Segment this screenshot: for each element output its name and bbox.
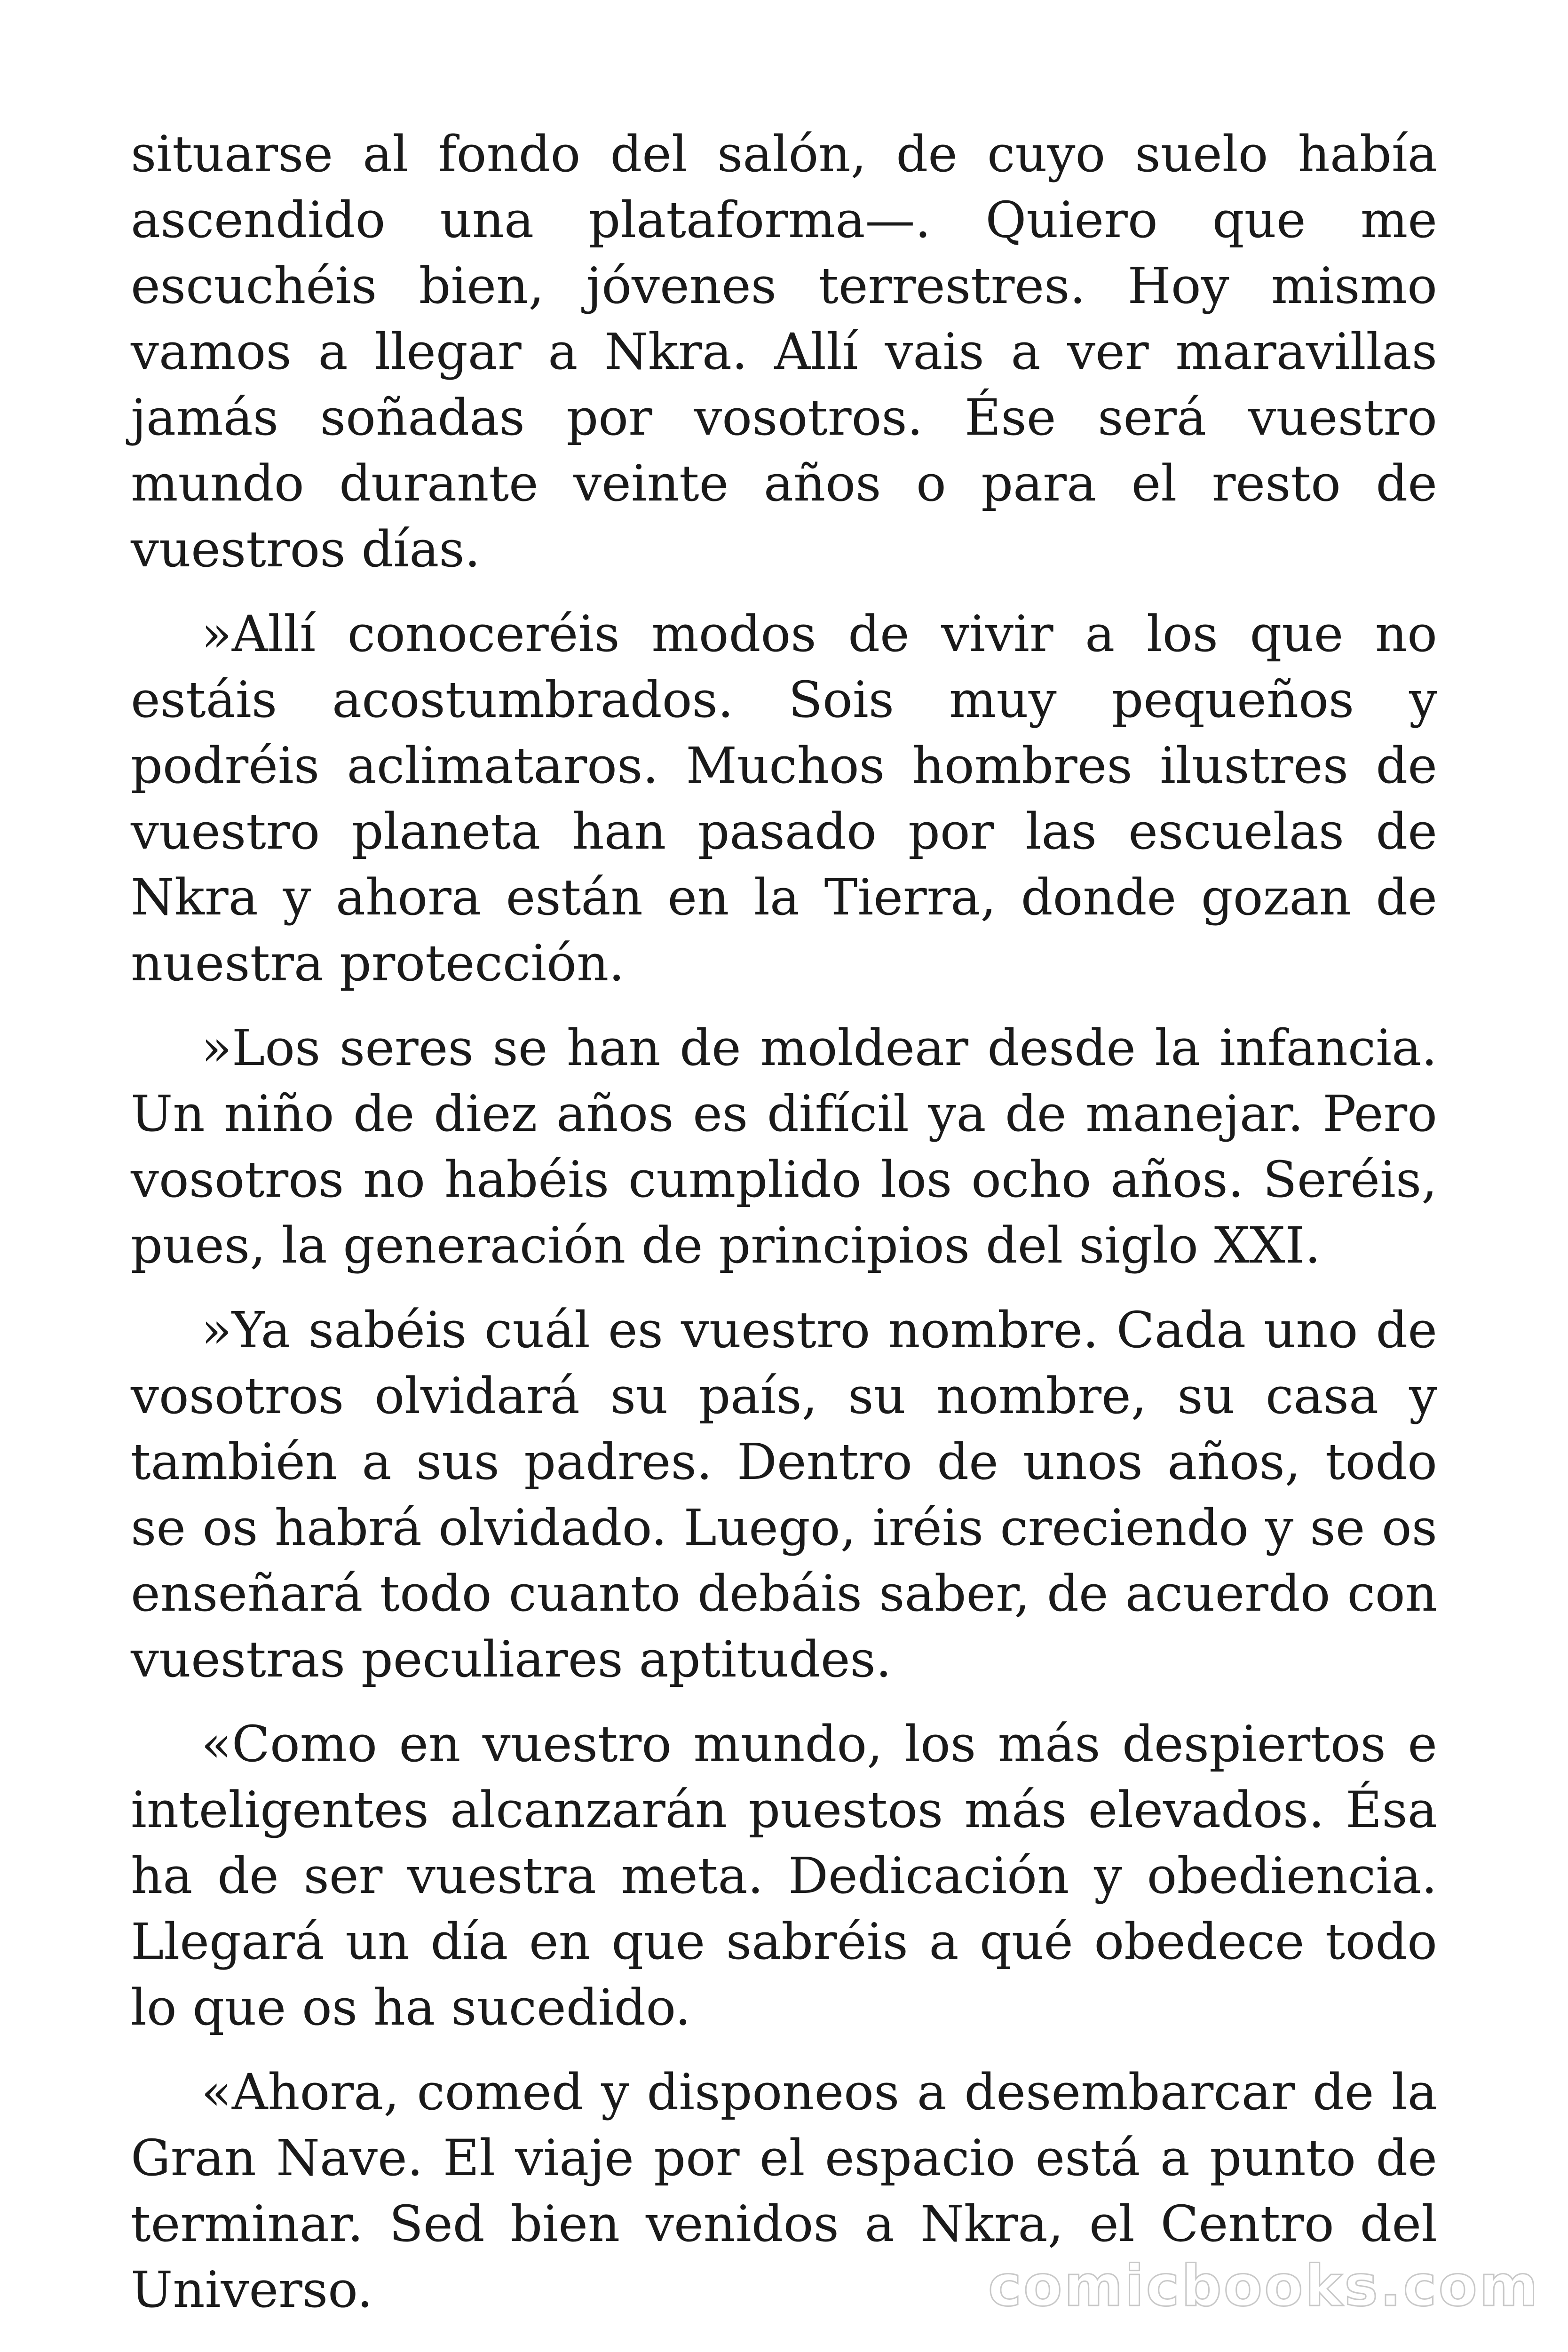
paragraph-4: »Ya sabéis cuál es vuestro nombre. Cada uno de vosotros olvidará su país, su nombre, su casa y también a sus padres. Dentro de unos años, todo se os habrá olvidado. Luego, iréis creciendo y se os enseñará todo cuanto debáis saber, de acuerdo con vuestras peculiares aptitudes.: [131, 1301, 1437, 1688]
watermark: comicbooks.com: [988, 2254, 1540, 2319]
paragraph-6: «Ahora, comed y disponeos a desembarcar de la Gran Nave. El viaje por el espacio está a punto de terminar. Sed bien venidos a Nkra, el Centro del Universo.: [131, 2063, 1437, 2319]
paragraph-3: »Los seres se han de moldear desde la infancia. Un niño de diez años es difícil ya de manejar. Pero vosotros no habéis cumplido los ocho años. Seréis, pues, la generación de principios del siglo XXI.: [131, 1019, 1437, 1274]
paragraph-5: «Como en vuestro mundo, los más despiertos e inteligentes alcanzarán puestos más elevados. Ésa ha de ser vuestra meta. Dedicación y obediencia. Llegará un día en que sabréis a qué obedece todo lo que os ha sucedido.: [131, 1715, 1437, 2036]
paragraph-1: situarse al fondo del salón, de cuyo suelo había ascendido una plataforma—. Quiero que me escuchéis bien, jóvenes terrestres. Hoy mismo vamos a llegar a Nkra. Allí vais a ver maravillas jamás soñadas por vosotros. Ése será vuestro mundo durante veinte años o para el resto de vuestros días.: [131, 125, 1437, 578]
body-text: [131, 121, 1437, 2342]
paragraph-2: »Allí conoceréis modos de vivir a los que no estáis acostumbrados. Sois muy pequeños y podréis aclimataros. Muchos hombres ilustres de vuestro planeta han pasado por las escuelas de Nkra y ahora están en la Tierra, donde gozan de nuestra protección.: [131, 605, 1437, 992]
